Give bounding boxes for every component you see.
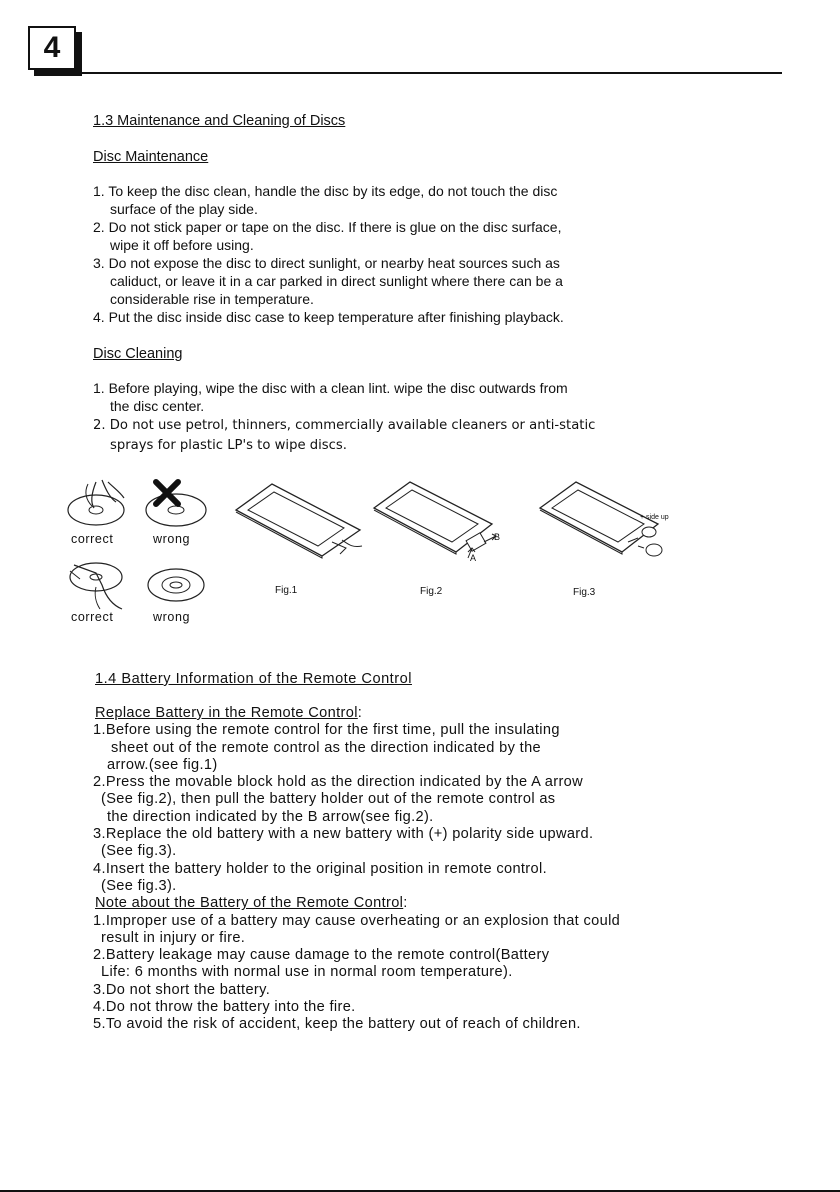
battery-note-heading: Note about the Battery of the Remote Control: (95, 895, 408, 912)
instruction-line: the direction indicated by the B arrow(see fig.2). (107, 808, 434, 825)
note-line: result in injury or fire. (101, 929, 246, 946)
disc-scratched-wrong-illustration (146, 565, 206, 605)
list-item-continuation: surface of the play side. (110, 201, 258, 217)
replace-battery-heading-text: Replace Battery in the Remote Control (95, 705, 358, 721)
list-item: 2. Do not stick paper or tape on the disc. If there is glue on the disc surface, (93, 219, 562, 235)
side-up-callout: + side up (640, 514, 669, 521)
arrow-b-callout: B (494, 532, 501, 542)
note-line: 5.To avoid the risk of accident, keep the battery out of reach of children. (93, 1016, 581, 1033)
list-item: 2. Do not use petrol, thinners, commercially available cleaners or anti-static (93, 418, 596, 433)
note-line: Life: 6 months with normal use in normal room temperature). (101, 964, 513, 981)
figure-caption-2: Fig.2 (420, 586, 443, 597)
list-item-continuation: sprays for plastic LP's to wipe discs. (110, 438, 347, 453)
instruction-line: sheet out of the remote control as the direction indicated by the (111, 739, 541, 756)
list-item-continuation: considerable rise in temperature. (110, 291, 314, 307)
note-line: 4.Do not throw the battery into the fire. (93, 999, 356, 1016)
list-item-continuation: the disc center. (110, 398, 205, 414)
list-item: 1. Before playing, wipe the disc with a clean lint. wipe the disc outwards from (93, 380, 568, 396)
replace-battery-instructions (93, 705, 620, 1034)
note-line: 1.Improper use of a battery may cause overheating or an explosion that could (93, 912, 621, 929)
figure-caption-3: Fig.3 (573, 587, 596, 598)
remote-insulating-sheet-fig1-illustration (234, 482, 364, 558)
instruction-line: (See fig.3). (101, 877, 177, 894)
disc-cleaning-list (93, 379, 595, 455)
disc-label-correct: correct (71, 610, 114, 624)
disc-label-correct: correct (71, 532, 114, 546)
battery-note-heading-text: Note about the Battery of the Remote Control (95, 895, 404, 912)
arrow-a-callout: A (470, 553, 477, 563)
list-item: 4. Put the disc inside disc case to keep temperature after finishing playback. (93, 309, 564, 325)
disc-maintenance-heading: Disc Maintenance (93, 149, 209, 165)
instruction-line: 4.Insert the battery holder to the original position in remote control. (93, 860, 547, 877)
list-item-continuation: wipe it off before using. (110, 237, 254, 253)
disc-touching-surface-wrong-illustration (144, 478, 210, 528)
page-number: 4 (28, 26, 76, 70)
section-title-1-4: 1.4 Battery Information of the Remote Control (95, 671, 412, 687)
instruction-line: (See fig.2), then pull the battery holder out of the remote control as (101, 791, 556, 808)
disc-label-wrong: wrong (153, 610, 191, 624)
disc-held-by-edge-correct-illustration (66, 478, 132, 528)
instruction-line: arrow.(see fig.1) (107, 756, 218, 773)
section-title-1-3: 1.3 Maintenance and Cleaning of Discs (93, 113, 346, 129)
instruction-line: 1.Before using the remote control for the first time, pull the insulating (93, 722, 560, 739)
list-item: 3. Do not expose the disc to direct sunlight, or nearby heat sources such as (93, 255, 560, 271)
remote-battery-holder-fig2-illustration (372, 480, 502, 564)
disc-label-wrong: wrong (153, 532, 191, 546)
instruction-line: 3.Replace the old battery with a new battery with (+) polarity side upward. (93, 826, 594, 843)
instruction-line: (See fig.3). (101, 843, 177, 860)
list-item-continuation: caliduct, or leave it in a car parked in direct sunlight where there can be a (110, 273, 563, 289)
remote-replace-battery-fig3-illustration (538, 480, 678, 564)
instruction-line: 2.Press the movable block hold as the direction indicated by the A arrow (93, 774, 584, 791)
disc-maintenance-list (93, 182, 564, 326)
replace-battery-heading: Replace Battery in the Remote Control: (95, 705, 363, 721)
header-rule (60, 72, 782, 74)
disc-fingers-at-center-correct-illustration (66, 555, 132, 611)
note-line: 3.Do not short the battery. (93, 981, 271, 998)
figure-caption-1: Fig.1 (275, 585, 298, 596)
note-line: 2.Battery leakage may cause damage to the remote control(Battery (93, 947, 550, 964)
list-item: 1. To keep the disc clean, handle the disc by its edge, do not touch the disc (93, 183, 558, 199)
disc-cleaning-heading: Disc Cleaning (93, 346, 183, 362)
